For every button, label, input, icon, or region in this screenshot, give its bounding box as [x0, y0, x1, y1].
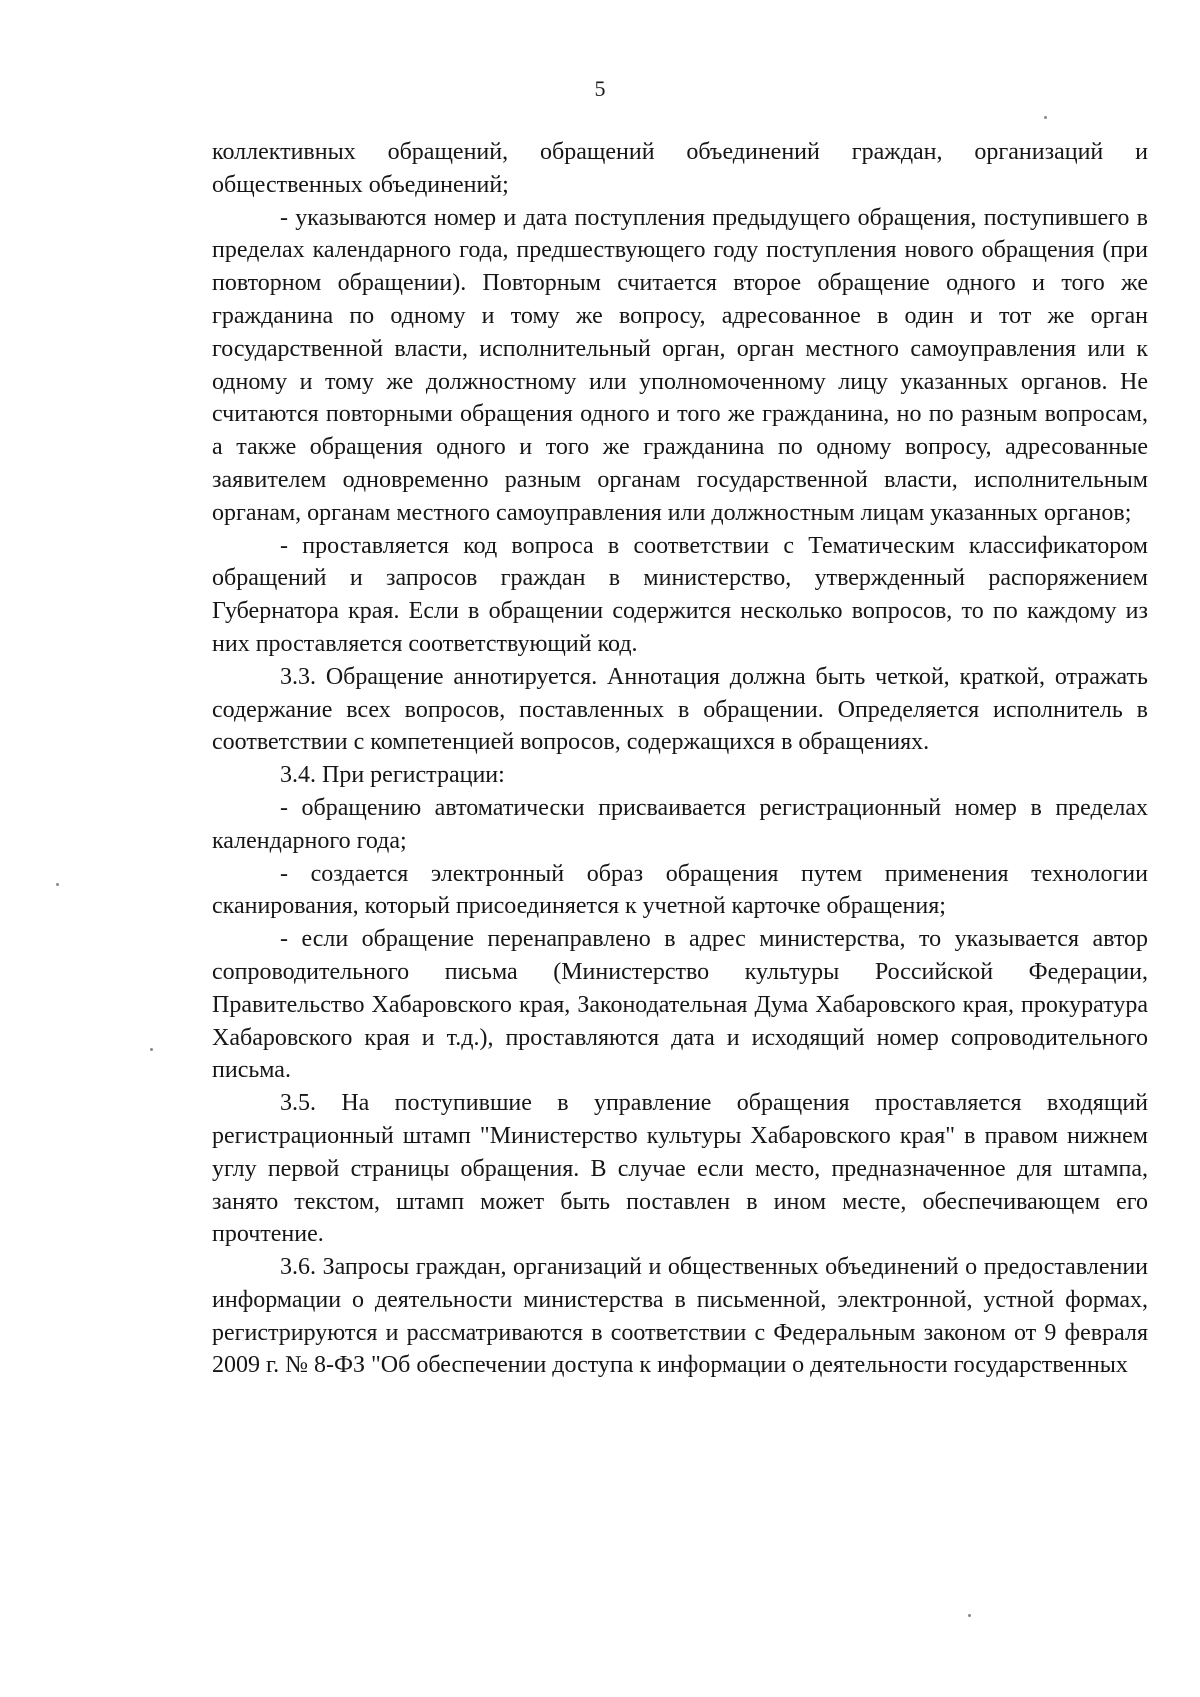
document-body	[212, 136, 1148, 1382]
paragraph-registration-stamp: 3.5. На поступившие в управление обращения проставляется входящий регистрационный штамп "Министерство культуры Хабаровского края" в правом нижнем углу первой страницы обращения. В случае если место, предназначенное для штампа, занято текстом, штамп может быть поставлен в ином месте, обеспечивающем его прочтение.	[212, 1090, 1148, 1248]
paragraph-information-requests: 3.6. Запросы граждан, организаций и общественных объединений о предоставлении информации о деятельности министерства в письменной, электронной, устной формах, регистрируются и рассматриваются в соответствии с Федеральным законом от 9 февраля 2009 г. № 8-ФЗ "Об обеспечении доступа к информации о деятельности государственных	[212, 1254, 1148, 1379]
scan-speck	[1044, 116, 1047, 119]
paragraph-redirected-appeal: - если обращение перенаправлено в адрес министерства, то указывается автор сопроводительного письма (Министерство культуры Российской Федерации, Правительство Хабаровского края, Законодательная Дума Хабаровского края, прокуратура Хабаровского края и т.д.), проставляются дата и исходящий номер сопроводительного письма.	[212, 926, 1148, 1084]
paragraph-annotation: 3.3. Обращение аннотируется. Аннотация должна быть четкой, краткой, отражать содержание всех вопросов, поставленных в обращении. Определяется исполнитель в соответствии с компетенцией вопросов, содержащихся в обращениях.	[212, 663, 1148, 756]
scan-speck	[56, 883, 59, 886]
paragraph-question-code: - проставляется код вопроса в соответствии с Тематическим классификатором обращений и запросов граждан в министерство, утвержденный распоряжением Губернатора края. Если в обращении содержится несколько вопросов, то по каждому из них проставляется соответствующий код.	[212, 532, 1148, 657]
scan-speck	[968, 1614, 971, 1617]
paragraph-registration-number: - обращению автоматически присваивается регистрационный номер в пределах календарного года;	[212, 794, 1148, 854]
scan-speck	[150, 1048, 153, 1051]
paragraph-registration-heading: 3.4. При регистрации:	[280, 762, 505, 789]
paragraph-electronic-image: - создается электронный образ обращения путем применения технологии сканирования, который присоединяется к учетной карточке обращения;	[212, 860, 1148, 920]
page-number: 5	[594, 76, 606, 101]
paragraph-previous-appeal-number: - указываются номер и дата поступления предыдущего обращения, поступившего в пределах календарного года, предшествующего году поступления нового обращения (при повторном обращении). Повторным считается второе обращение одного и того же гражданина по одному и тому же вопросу, адресованное в один и тот же орган государственной власти, исполнительный орган, орган местного самоуправления или к одному и тому же должностному или уполномоченному лицу указанных органов. Не считаются повторными обращения одного и того же гражданина, но по разным вопросам, а также обращения одного и того же гражданина по одному вопросу, адресованные заявителем одновременно разным органам государственной власти, исполнительным органам, органам местного самоуправления или должностным лицам указанных органов;	[212, 204, 1148, 526]
paragraph-collective-appeals: коллективных обращений, обращений объединений граждан, организаций и общественных объединений;	[212, 139, 1148, 198]
